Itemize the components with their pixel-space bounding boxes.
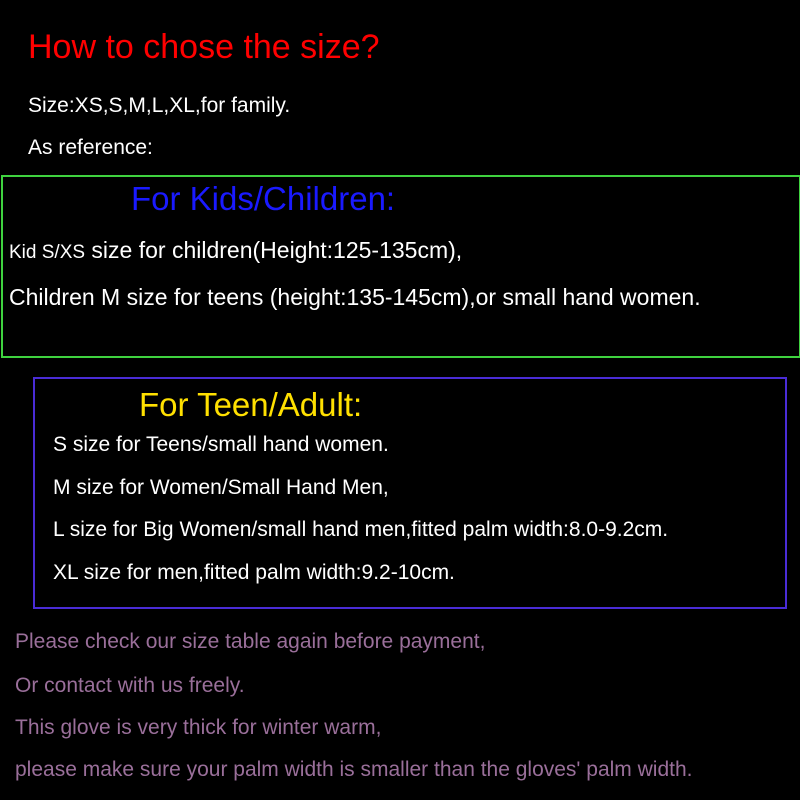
page-title: How to chose the size? xyxy=(28,28,380,66)
note-line-palm-width: please make sure your palm width is smaller than the gloves' palm width. xyxy=(15,758,693,781)
note-line-contact: Or contact with us freely. xyxy=(15,674,245,697)
kids-size-line-2: Children M size for teens (height:135-145cm),or small hand women. xyxy=(9,284,701,310)
note-line-check-table: Please check our size table again before payment, xyxy=(15,630,486,653)
kids-section-box xyxy=(1,175,800,358)
note-line-thick-glove: This glove is very thick for winter warm, xyxy=(15,716,382,739)
sizes-line: Size:XS,S,M,L,XL,for family. xyxy=(28,94,291,117)
adult-size-line-m: M size for Women/Small Hand Men, xyxy=(53,476,389,499)
adult-size-line-xl: XL size for men,fitted palm width:9.2-10cm. xyxy=(53,561,455,584)
kids-section-heading: For Kids/Children: xyxy=(131,180,396,217)
kids-size-label: Kid S/XS xyxy=(9,242,86,263)
kids-size-line-1 xyxy=(9,237,462,264)
reference-line: As reference: xyxy=(28,136,153,159)
adult-size-line-l: L size for Big Women/small hand men,fitted palm width:8.0-9.2cm. xyxy=(53,518,669,541)
adult-section-heading: For Teen/Adult: xyxy=(139,386,363,423)
kids-size-description: size for children(Height:125-135cm), xyxy=(85,237,463,263)
adult-size-line-s: S size for Teens/small hand women. xyxy=(53,433,389,456)
